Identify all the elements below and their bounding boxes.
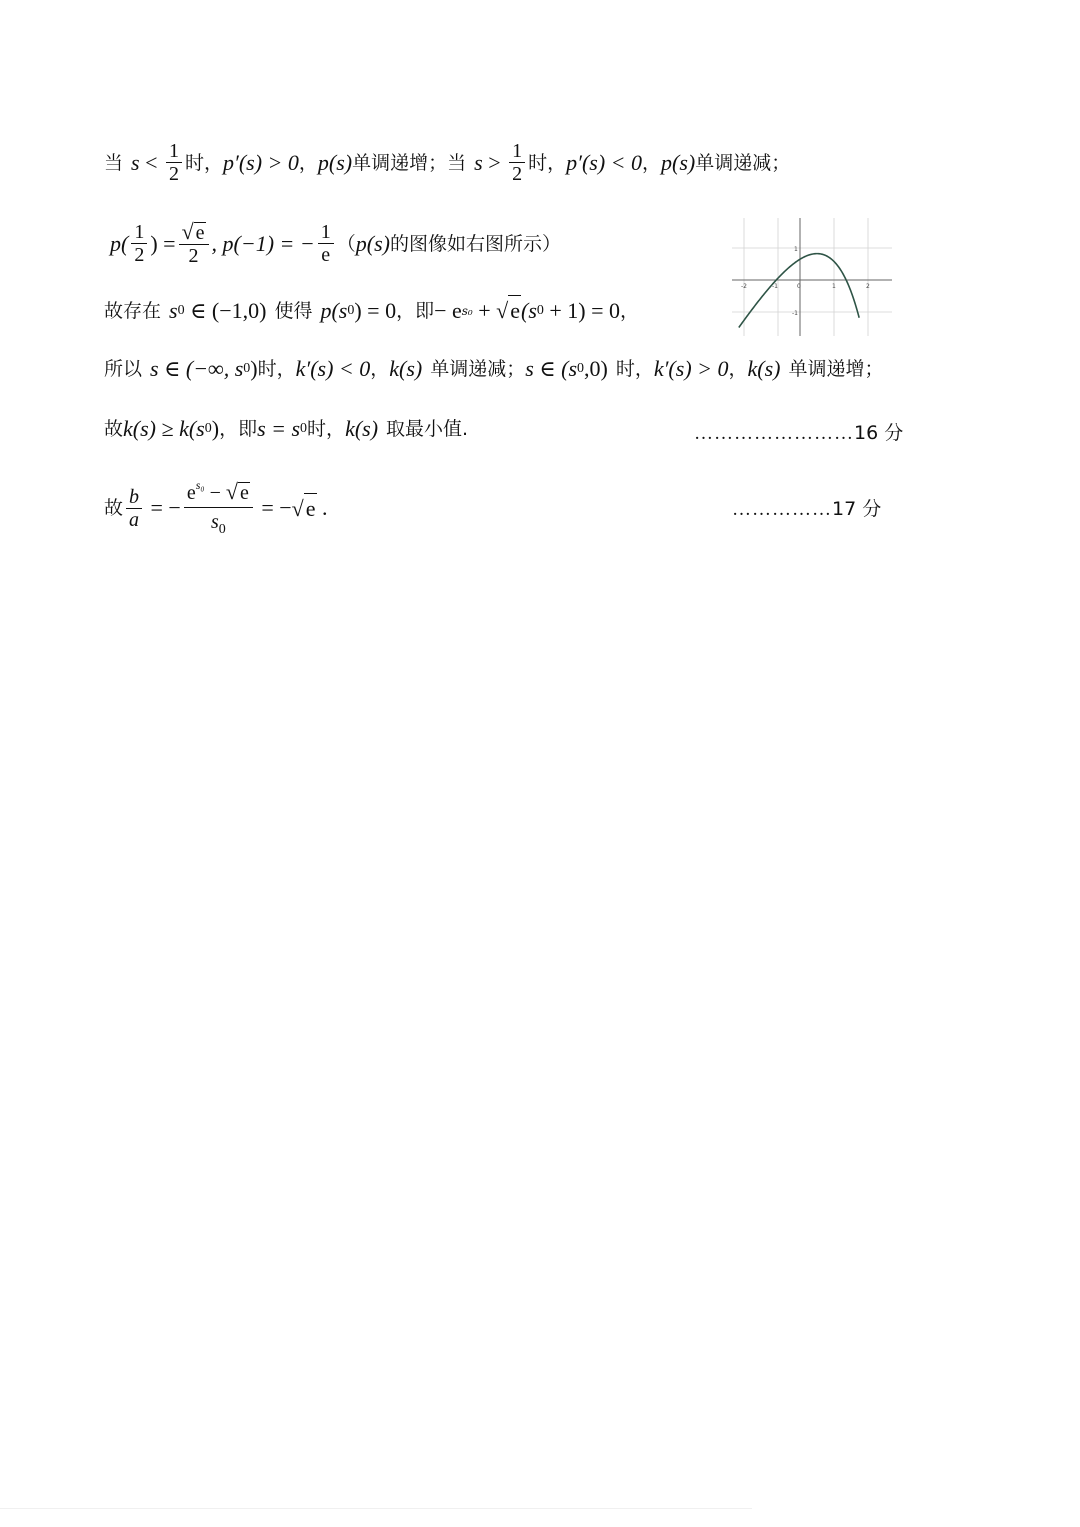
x-tick: 0 <box>797 283 801 290</box>
fraction-main: $\frac{e^{s_0} - √ e}{s_0}$ <box>184 478 253 538</box>
y-tick: -1 <box>792 310 798 317</box>
var-s: s <box>131 149 140 175</box>
text: 当 <box>104 151 124 174</box>
var-s: s <box>474 149 483 175</box>
x-tick: 2 <box>866 283 870 290</box>
func-p: p(s) <box>317 149 353 175</box>
fraction-one-half: $\frac{1}{2}$ <box>131 221 147 266</box>
func-p: p(s) <box>661 149 696 175</box>
text: 单调递增；当 <box>352 151 467 174</box>
derivative-negative: p′(s) < 0 <box>566 149 643 175</box>
line-values: p( $\frac{1}{2}$ ) = $\frac{√ e}{2}$ , p(−1) = − $\frac{1}{e}$ （ p(s) 的图像如右图所示） <box>110 219 561 267</box>
x-tick: -1 <box>772 283 778 290</box>
score-16: ……………………16 分 <box>694 422 904 444</box>
line-monotonic-k: 所以 s ∈ (−∞, s 0 ) 时， k′(s) < 0 ， k(s) 单调递减； s ∈ (s 0 ,0) 时， k′(s) > 0 ， k(s) 单调递增； <box>104 356 884 381</box>
y-tick: 1 <box>794 246 798 253</box>
fraction-one-over-e: $\frac{1}{e}$ <box>318 221 334 266</box>
x-tick: 1 <box>832 283 836 290</box>
lt: < <box>139 149 163 175</box>
fraction-sqrt-e-over-2: $\frac{√ e}{2}$ <box>179 220 209 267</box>
curve <box>739 254 859 328</box>
fraction-one-half: $\frac{1}{2}$ <box>509 140 525 185</box>
line-monotonic-p: 当 s < $\frac{1}{2}$ 时， p′(s) > 0 ， p(s) 单调递增；当 s > $\frac{1}{2}$ 时， p′(s) < 0 ， p(s) 单调递减； <box>104 140 791 185</box>
divider <box>0 1508 752 1509</box>
text: 时， <box>185 151 224 174</box>
derivative-positive: p′(s) > 0 <box>223 149 299 175</box>
line-ratio: 故 $\frac{b}{a}$ = − $\frac{e^{s_0} - √ e}{s_0}$ = − √e . <box>104 478 328 537</box>
p-function-graph <box>732 218 892 336</box>
score-17: ……………17 分 <box>732 498 882 520</box>
fraction-b-over-a: $\frac{b}{a}$ <box>126 486 142 531</box>
x-tick: -2 <box>741 283 747 290</box>
fraction-one-half: $\frac{1}{2}$ <box>166 140 182 185</box>
line-existence: 故存在 s 0 ∈ (−1,0) 使得 p(s 0 ) = 0 ，即 − e s₀ + √e (s 0 + 1) = 0 ， <box>104 295 639 326</box>
line-minimum: 故 k(s) ≥ k(s 0 ) ，即 s = s 0 时， k(s) 取最小值. <box>104 416 469 441</box>
